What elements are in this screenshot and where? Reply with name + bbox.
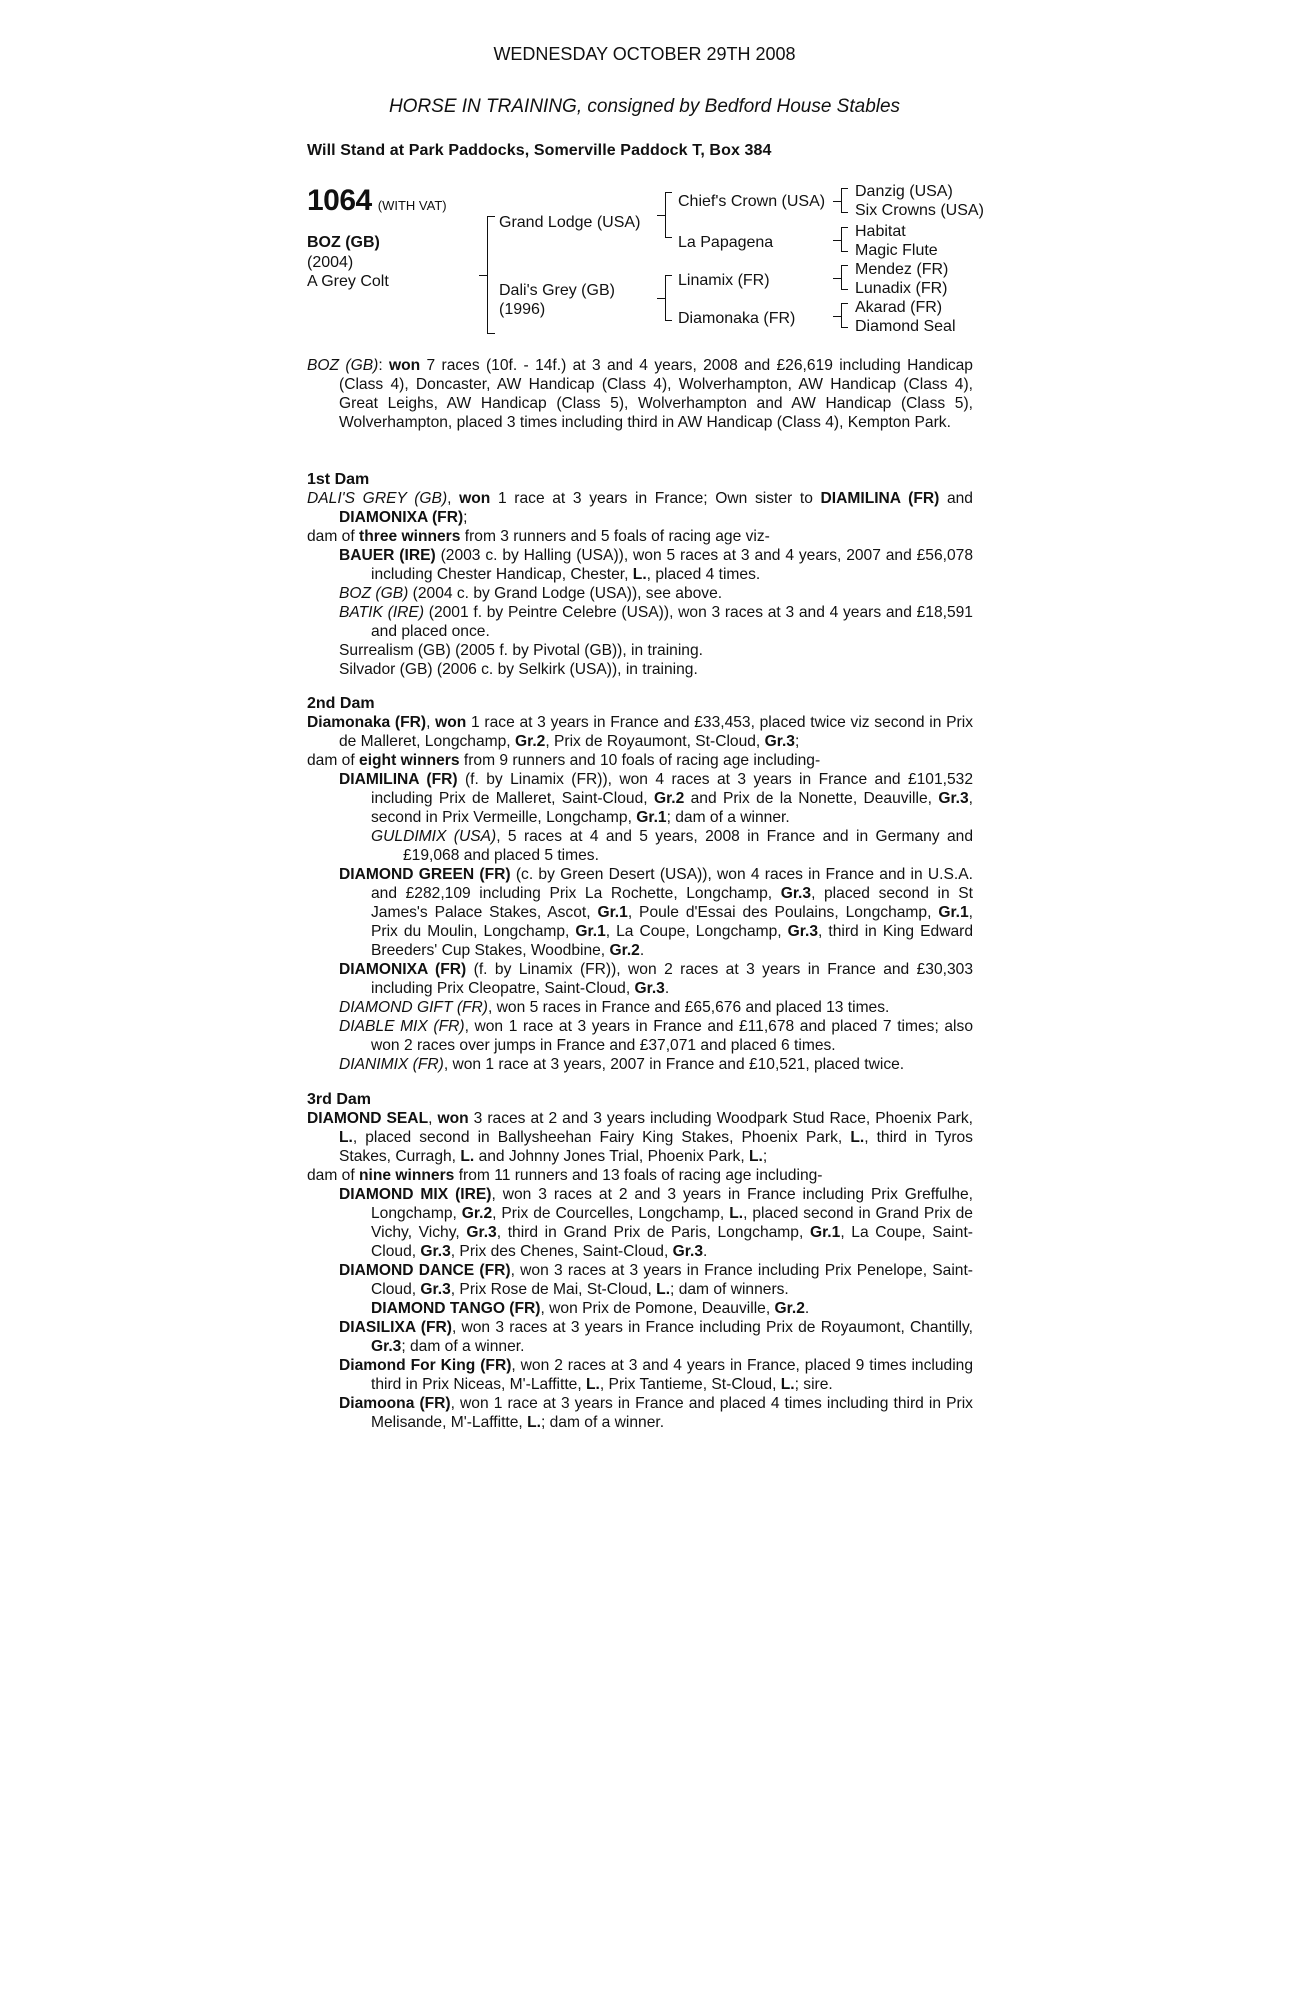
produce-diamilina-a: (f. by Linamix (FR)), won 4 races at 3 years in France and £101,532 including Prix de Malleret, Saint-Cloud,: [371, 771, 973, 807]
produce-diamond-mix-l: L.: [729, 1205, 744, 1222]
produce-diamond-tango-name: DIAMOND TANGO (FR): [371, 1300, 541, 1317]
first-dam-winners: three winners: [359, 528, 461, 545]
produce-diamonixa-b: .: [664, 980, 670, 997]
produce-diamond-mix-c: , placed second in Grand Prix de Vichy, Vichy,: [371, 1205, 973, 1241]
produce-diamoona: [307, 1394, 973, 1432]
produce-diamond-green-gr2: Gr.2: [609, 942, 640, 959]
ggp-8: Diamond Seal: [855, 318, 956, 335]
brace-g1: [841, 188, 848, 213]
produce-diamond-mix-gr3b: Gr.3: [420, 1243, 451, 1260]
ggp-4: Magic Flute: [855, 242, 938, 259]
produce-diamilina-c: , second in Prix Vermeille, Longchamp,: [371, 790, 973, 826]
stand-location: Will Stand at Park Paddocks, Somerville Paddock T, Box 384: [307, 142, 772, 159]
produce-diamond-mix-b: , Prix de Courcelles, Longchamp,: [492, 1205, 725, 1222]
produce-bauer-listed: L.: [632, 566, 647, 583]
produce-diamond-green-gr3: Gr.3: [780, 885, 812, 902]
first-dam-text: 1 race at 3 years in France; Own sister to: [497, 490, 813, 507]
second-dam-produce-intro: [307, 751, 973, 770]
produce-diamond-mix-gr1: Gr.1: [809, 1224, 841, 1241]
produce-diamond-green-d: , Prix du Moulin, Longchamp,: [371, 904, 974, 940]
third-dam-heading: 3rd Dam: [307, 1091, 372, 1108]
brace-sire: [665, 192, 672, 238]
produce-boz-text: (2004 c. by Grand Lodge (USA)), see above.: [412, 585, 723, 602]
second-dam-text2: , Prix de Royaumont, St-Cloud,: [545, 733, 761, 750]
third-dam-produce-intro: [307, 1166, 973, 1185]
race-record: [307, 356, 973, 432]
produce-diasilixa-b: ; dam of a winner.: [401, 1338, 525, 1355]
produce-diasilixa: [307, 1318, 973, 1356]
horse-name: BOZ (GB): [307, 234, 380, 251]
produce-bauer-text2: , placed 4 times.: [646, 566, 761, 583]
second-dam-gr2: Gr.2: [514, 733, 546, 750]
first-dam-section: [307, 470, 973, 679]
produce-diamoona-name: Diamoona (FR): [339, 1395, 451, 1412]
produce-diamond-mix-name: DIAMOND MIX (IRE): [339, 1186, 492, 1203]
first-dam-damof: dam of: [307, 528, 355, 545]
produce-diamond-dance-a: , won 3 races at 3 years in France including Prix Penelope, Saint-Cloud,: [371, 1262, 974, 1298]
sister-diamonixa: DIAMONIXA (FR): [339, 509, 464, 526]
produce-diamond-dance-c: ; dam of winners.: [670, 1281, 789, 1298]
produce-diamond-tango-gr2: Gr.2: [774, 1300, 805, 1317]
produce-diamonixa-a: (f. by Linamix (FR)), won 2 races at 3 years in France and £30,303 including Prix Cleopatre, Saint-Cloud,: [371, 961, 973, 997]
first-dam-produce-intro: [307, 527, 973, 546]
produce-diamond-for-king-name: Diamond For King (FR): [339, 1357, 512, 1374]
produce-diamond-tango-b: .: [804, 1300, 810, 1317]
brace-g4: [841, 303, 848, 328]
produce-diamilina-gr2: Gr.2: [653, 790, 685, 807]
produce-guldimix: [307, 827, 973, 865]
third-dam-text3: , third in Tyros Stakes, Curragh,: [339, 1129, 973, 1165]
sale-date: WEDNESDAY OCTOBER 29TH 2008: [493, 44, 796, 64]
produce-diamond-mix-g: .: [703, 1243, 708, 1260]
produce-dianimix-text: , won 1 race at 3 years, 2007 in France and £10,521, placed twice.: [443, 1056, 905, 1073]
first-dam-semi: ;: [463, 509, 468, 526]
brace-g3: [841, 265, 848, 290]
produce-diamond-green-b: , placed second in St James's Palace Stakes, Ascot,: [371, 885, 973, 921]
dam-year: (1996): [499, 301, 546, 318]
second-dam-gr3: Gr.3: [764, 733, 795, 750]
produce-diamoona-a: , won 1 race at 3 years in France and placed 4 times including third in Prix Melisande, M'-Laffitte,: [371, 1395, 973, 1431]
produce-diamond-tango-a: , won Prix de Pomone, Deauville,: [540, 1300, 771, 1317]
produce-diamond-green-c: , Poule d'Essai des Poulains, Longchamp,: [627, 904, 932, 921]
sister-diamilina: DIAMILINA (FR): [820, 490, 940, 507]
sire: Grand Lodge (USA): [499, 214, 641, 231]
second-dam-semi: ;: [794, 733, 800, 750]
first-dam-and: and: [946, 490, 973, 507]
second-dam-section: [307, 694, 973, 1074]
produce-dianimix: [307, 1055, 973, 1074]
produce-diamond-green-f: , third in King Edward Breeders' Cup Stakes, Woodbine,: [371, 923, 973, 959]
produce-diamilina-gr1: Gr.1: [636, 809, 667, 826]
record-paragraph: BOZ (GB): won 7 races (10f. - 14f.) at 3 and 4 years, 2008 and £26,619 including Handicap (Class 4), Doncaster, AW Handicap (Class 4), Wolverhampton, AW Handicap (Class 4), Great Leighs, AW Handicap (Class 5), Wolverhampton and AW Handicap (Class 5), Wolverhampton, placed 3 times including third in AW Handicap (Class 4), Kempton Park.: [307, 357, 973, 431]
produce-diamond-dance-b: , Prix Rose de Mai, St-Cloud,: [450, 1281, 652, 1298]
third-dam-winners: nine winners: [359, 1167, 455, 1184]
produce-diamond-green-gr1b: Gr.1: [938, 904, 969, 921]
horse-year: (2004): [307, 254, 354, 271]
first-dam-name: DALI'S GREY (GB): [307, 490, 448, 507]
sire-dam: La Papagena: [678, 234, 774, 251]
produce-diamond-mix-gr2: Gr.2: [461, 1205, 493, 1222]
third-dam-l3: L.: [460, 1148, 475, 1165]
brace-gen1: [487, 216, 495, 334]
produce-diamonixa-name: DIAMONIXA (FR): [339, 961, 467, 978]
third-dam-text4: and Johnny Jones Trial, Phoenix Park,: [478, 1148, 745, 1165]
produce-diable-mix-text: , won 1 race at 3 years in France and £11,678 and placed 7 times; also won 2 races over jumps in France and £37,071 and placed 6 times.: [371, 1018, 973, 1054]
second-dam-winners: eight winners: [359, 752, 460, 769]
produce-diamond-dance-l: L.: [656, 1281, 671, 1298]
ggp-2: Six Crowns (USA): [855, 202, 984, 219]
produce-guldimix-name: GULDIMIX (USA): [371, 828, 497, 845]
produce-diamond-tango: [307, 1299, 973, 1318]
produce-batik-name: BATIK (IRE): [339, 604, 425, 621]
produce-diasilixa-gr3: Gr.3: [371, 1338, 402, 1355]
produce-diamond-green: [307, 865, 973, 960]
third-dam-text2: , placed second in Ballysheehan Fairy King Stakes, Phoenix Park,: [352, 1129, 843, 1146]
third-dam-name: DIAMOND SEAL: [307, 1110, 429, 1127]
produce-diamond-mix-a: , won 3 races at 2 and 3 years in France including Prix Greffulhe, Longchamp,: [371, 1186, 973, 1222]
produce-diamond-for-king-l2: L.: [780, 1376, 795, 1393]
first-dam-won: won: [459, 490, 491, 507]
ggp-5: Mendez (FR): [855, 261, 949, 278]
produce-diamond-mix-f: , Prix des Chenes, Saint-Cloud,: [450, 1243, 669, 1260]
ggp-7: Akarad (FR): [855, 299, 943, 316]
dam: Dali's Grey (GB): [499, 282, 615, 299]
produce-diamond-mix-gr3: Gr.3: [466, 1224, 497, 1241]
produce-diamond-dance-gr3: Gr.3: [420, 1281, 451, 1298]
brace-dam: [665, 275, 672, 321]
third-dam-won: won: [437, 1110, 469, 1127]
produce-diamond-for-king: [307, 1356, 973, 1394]
dam-sire: Linamix (FR): [678, 272, 770, 289]
produce-diamilina-gr3: Gr.3: [938, 790, 969, 807]
produce-diamilina: [307, 770, 973, 827]
ggp-1: Danzig (USA): [855, 183, 953, 200]
third-dam-damof-rest: from 11 runners and 13 foals of racing age including-: [458, 1167, 823, 1184]
produce-diamond-for-king-l1: L.: [586, 1376, 600, 1393]
second-dam-heading: 2nd Dam: [307, 695, 375, 712]
produce-diamond-green-a: (c. by Green Desert (USA)), won 4 races in France and in U.S.A. and £282,109 including Prix La Rochette, Longchamp,: [371, 866, 973, 902]
produce-diamonixa-gr3: Gr.3: [634, 980, 665, 997]
produce-boz-name: BOZ (GB): [339, 585, 409, 602]
first-dam-heading: 1st Dam: [307, 471, 370, 488]
produce-diamilina-b: and Prix de la Nonette, Deauville,: [690, 790, 932, 807]
produce-diamond-mix-d: , third in Grand Prix de Paris, Longchamp,: [496, 1224, 804, 1241]
produce-batik: [307, 603, 973, 641]
produce-diamond-mix-gr3c: Gr.3: [672, 1243, 704, 1260]
produce-diamonixa: [307, 960, 973, 998]
produce-diamond-gift-text: , won 5 races in France and £65,676 and placed 13 times.: [488, 999, 890, 1016]
produce-diamond-gift-name: DIAMOND GIFT (FR): [339, 999, 488, 1016]
produce-diamond-dance: [307, 1261, 973, 1299]
first-dam-intro: DALI'S GREY (GB), won 1 race at 3 years in France; Own sister to DIAMILINA (FR) and DIAMONIXA (FR);: [307, 490, 973, 526]
second-dam-intro: Diamonaka (FR), won 1 race at 3 years in France and £33,453, placed twice viz second in Prix de Malleret, Longchamp, Gr.2, Prix de Royaumont, St-Cloud, Gr.3;: [307, 714, 973, 750]
third-dam-intro: DIAMOND SEAL, won 3 races at 2 and 3 years including Woodpark Stud Race, Phoenix Park, L., placed second in Ballysheehan Fairy King Stakes, Phoenix Park, L., third in Tyros Stakes, Curragh, L. and Johnny Jones Trial, Phoenix Park, L.;: [307, 1110, 973, 1165]
produce-diamilina-name: DIAMILINA (FR): [339, 771, 458, 788]
second-dam-text1: 1 race at 3 years in France and £33,453, placed twice viz second in Prix de Malleret, Longchamp,: [339, 714, 973, 750]
produce-diamond-mix: [307, 1185, 973, 1261]
dam-dam: Diamonaka (FR): [678, 310, 796, 327]
third-dam-text1: 3 races at 2 and 3 years including Woodpark Stud Race, Phoenix Park,: [473, 1110, 973, 1127]
sire-sire: Chief's Crown (USA): [678, 193, 826, 210]
first-dam-damof-rest: from 3 runners and 5 foals of racing age viz-: [464, 528, 770, 545]
produce-batik-text: (2001 f. by Peintre Celebre (USA)), won 3 races at 3 and 4 years and £18,591 and placed once.: [371, 604, 973, 640]
produce-diable-mix-name: DIABLE MIX (FR): [339, 1018, 465, 1035]
produce-bauer-text: (2003 c. by Halling (USA)), won 5 races at 3 and 4 years, 2007 and £56,078 including Chester Handicap, Chester,: [371, 547, 973, 583]
produce-diasilixa-name: DIASILIXA (FR): [339, 1319, 452, 1336]
third-dam-l2: L.: [850, 1129, 865, 1146]
brace-g2: [841, 227, 848, 252]
produce-boz: [307, 584, 973, 603]
produce-diamilina-d: ; dam of a winner.: [666, 809, 790, 826]
third-dam-semi: ;: [762, 1148, 768, 1165]
third-dam-section: [307, 1090, 973, 1432]
produce-diamond-gift: [307, 998, 973, 1017]
produce-diamond-dance-name: DIAMOND DANCE (FR): [339, 1262, 511, 1279]
third-dam-l4: L.: [749, 1148, 763, 1165]
produce-diamond-green-name: DIAMOND GREEN (FR): [339, 866, 511, 883]
produce-diamond-for-king-a: , won 2 races at 3 and 4 years in France, placed 9 times including third in Prix Niceas, M'-Laffitte,: [371, 1357, 974, 1393]
produce-diamond-green-g: .: [639, 942, 645, 959]
produce-diamond-for-king-b: , Prix Tantieme, St-Cloud,: [599, 1376, 777, 1393]
produce-diamond-mix-e: , La Coupe, Saint-Cloud,: [371, 1224, 973, 1260]
pedigree-block: [307, 184, 997, 344]
second-dam-damof-rest: from 9 runners and 10 foals of racing age including-: [463, 752, 821, 769]
produce-diamond-green-gr1c: Gr.1: [575, 923, 606, 940]
produce-diable-mix: [307, 1017, 973, 1055]
ggp-3: Habitat: [855, 223, 906, 240]
produce-dianimix-name: DIANIMIX (FR): [339, 1056, 444, 1073]
record-horse-name: BOZ (GB): [307, 357, 379, 374]
record-text: 7 races (10f. - 14f.) at 3 and 4 years, 2008 and £26,619 including Handicap (Class 4), Doncaster, AW Handicap (Class 4), Wolverhampton, AW Handicap (Class 4), Great Leighs, AW Handicap (Class 5), Wolverhampton and AW Handicap (Class 5), Wolverhampton, placed 3 times including third in AW Handicap (Class 4), Kempton Park.: [339, 357, 973, 431]
record-won: won: [388, 357, 421, 374]
produce-silvador: Silvador (GB) (2006 c. by Selkirk (USA)), in training.: [339, 661, 698, 678]
produce-diamoona-b: ; dam of a winner.: [540, 1414, 665, 1431]
third-dam-l1: L.: [339, 1129, 353, 1146]
third-dam-damof: dam of: [307, 1167, 355, 1184]
lot-heading: [307, 184, 447, 218]
produce-diamond-for-king-c: ; sire.: [794, 1376, 833, 1393]
produce-guldimix-text: , 5 races at 4 and 5 years, 2008 in France and in Germany and £19,068 and placed 5 times.: [403, 828, 973, 864]
ggp-6: Lunadix (FR): [855, 280, 948, 297]
produce-diamoona-l: L.: [527, 1414, 541, 1431]
produce-diamond-green-gr1a: Gr.1: [597, 904, 628, 921]
vat-note: (WITH VAT): [377, 198, 447, 213]
horse-description: A Grey Colt: [307, 273, 389, 290]
consignment-line: HORSE IN TRAINING, consigned by Bedford House Stables: [388, 96, 901, 117]
produce-diamond-green-e: , La Coupe, Longchamp,: [605, 923, 782, 940]
second-dam-won: won: [435, 714, 467, 731]
produce-diasilixa-a: , won 3 races at 3 years in France including Prix de Royaumont, Chantilly,: [451, 1319, 973, 1336]
second-dam-damof: dam of: [307, 752, 355, 769]
produce-bauer-name: BAUER (IRE): [339, 547, 436, 564]
second-dam-name: Diamonaka (FR): [307, 714, 427, 731]
produce-surrealism: Surrealism (GB) (2005 f. by Pivotal (GB)), in training.: [339, 642, 703, 659]
produce-bauer: [307, 546, 973, 584]
produce-diamond-green-gr3b: Gr.3: [787, 923, 818, 940]
lot-number: 1064: [307, 184, 372, 217]
